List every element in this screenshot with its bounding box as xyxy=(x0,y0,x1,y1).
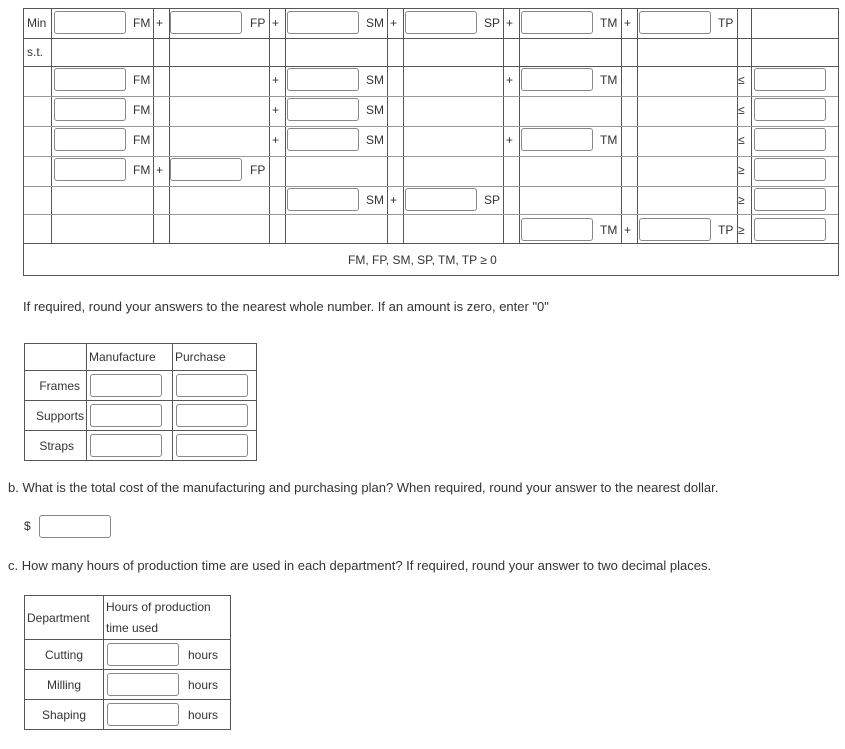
obj-sp-coef-input[interactable] xyxy=(405,11,477,34)
dollar-sign: $ xyxy=(24,519,31,533)
total-cost-input[interactable] xyxy=(39,515,111,538)
min-label: Min xyxy=(27,16,47,30)
c1-sm-label: SM xyxy=(366,73,384,87)
dept-cutting: Cutting xyxy=(25,640,104,670)
c6-rhs-input[interactable] xyxy=(754,218,826,241)
c5-operator: ≥ xyxy=(738,193,745,207)
cutting-hours-input[interactable] xyxy=(107,643,179,666)
c2-plus-1: + xyxy=(272,103,280,117)
c1-tm-label: TM xyxy=(600,73,618,87)
c3-tm-coef-input[interactable] xyxy=(521,128,593,151)
c1-tm-coef-input[interactable] xyxy=(521,68,593,91)
c4-rhs-input[interactable] xyxy=(754,158,826,181)
dept-milling: Milling xyxy=(25,670,104,700)
straps-manufacture-input[interactable] xyxy=(90,434,162,457)
row-label-frames: Frames xyxy=(25,371,87,401)
c3-sm-label: SM xyxy=(366,133,384,147)
obj-plus-3: + xyxy=(390,16,398,30)
plan-table-corner xyxy=(25,344,87,371)
obj-fp-coef-input[interactable] xyxy=(170,11,242,34)
c5-sp-label: SP xyxy=(484,193,501,207)
cutting-hours-unit: hours xyxy=(188,647,219,662)
c1-plus-2: + xyxy=(506,73,514,87)
row-label-supports: Supports xyxy=(25,401,87,431)
obj-tm-label: TM xyxy=(600,16,618,30)
obj-plus-5: + xyxy=(624,16,632,30)
c6-operator: ≥ xyxy=(738,223,745,237)
manufacture-purchase-table xyxy=(24,343,257,461)
frames-manufacture-input[interactable] xyxy=(90,374,162,397)
c3-sm-coef-input[interactable] xyxy=(287,128,359,151)
obj-tm-coef-input[interactable] xyxy=(521,11,593,34)
header-purchase: Purchase xyxy=(173,344,257,371)
row-label-straps: Straps xyxy=(25,431,87,461)
c1-plus-1: + xyxy=(272,73,280,87)
milling-hours-input[interactable] xyxy=(107,673,179,696)
c2-sm-coef-input[interactable] xyxy=(287,98,359,121)
obj-tp-coef-input[interactable] xyxy=(639,11,711,34)
c6-tm-coef-input[interactable] xyxy=(521,218,593,241)
c1-rhs-input[interactable] xyxy=(754,68,826,91)
c5-rhs-input[interactable] xyxy=(754,188,826,211)
frames-purchase-input[interactable] xyxy=(176,374,248,397)
c5-sm-coef-input[interactable] xyxy=(287,188,359,211)
c4-fp-coef-input[interactable] xyxy=(170,158,242,181)
milling-hours-unit: hours xyxy=(188,677,219,692)
rounding-instruction: If required, round your answers to the nearest whole number. If an amount is zero, enter "0" xyxy=(23,299,549,314)
c3-tm-label: TM xyxy=(600,133,618,147)
c3-fm-label: FM xyxy=(133,133,151,147)
question-b: b. What is the total cost of the manufacturing and purchasing plan? When required, round your answer to the nearest dollar. xyxy=(8,480,719,495)
c6-tp-coef-input[interactable] xyxy=(639,218,711,241)
c1-fm-label: FM xyxy=(133,73,151,87)
obj-tp-label: TP xyxy=(718,16,734,30)
question-c: c. How many hours of production time are used in each department? If required, round your answer to two decimal places. xyxy=(8,558,712,573)
c4-plus-1: + xyxy=(156,163,164,177)
obj-plus-4: + xyxy=(506,16,514,30)
c2-fm-label: FM xyxy=(133,103,151,117)
c4-operator: ≥ xyxy=(738,163,745,177)
c3-rhs-input[interactable] xyxy=(754,128,826,151)
obj-fm-label: FM xyxy=(133,16,151,30)
c5-plus-1: + xyxy=(390,193,398,207)
c2-rhs-input[interactable] xyxy=(754,98,826,121)
c1-fm-coef-input[interactable] xyxy=(54,68,126,91)
c4-fm-label: FM xyxy=(133,163,151,177)
c6-tp-label: TP xyxy=(718,223,734,237)
c5-sm-label: SM xyxy=(366,193,384,207)
header-manufacture: Manufacture xyxy=(87,344,173,371)
c2-fm-coef-input[interactable] xyxy=(54,98,126,121)
obj-sp-label: SP xyxy=(484,16,501,30)
shaping-hours-unit: hours xyxy=(188,707,219,722)
obj-sm-label: SM xyxy=(366,16,384,30)
dept-shaping: Shaping xyxy=(25,700,104,730)
c1-operator: ≤ xyxy=(738,73,745,87)
supports-manufacture-input[interactable] xyxy=(90,404,162,427)
c3-fm-coef-input[interactable] xyxy=(54,128,126,151)
c3-operator: ≤ xyxy=(738,133,745,147)
obj-sm-coef-input[interactable] xyxy=(287,11,359,34)
c1-sm-coef-input[interactable] xyxy=(287,68,359,91)
obj-plus-2: + xyxy=(272,16,280,30)
c6-tm-label: TM xyxy=(600,223,618,237)
department-hours-table xyxy=(24,595,231,730)
c3-plus-1: + xyxy=(272,133,280,147)
nonnegativity-constraint: FM, FP, SM, SP, TM, TP ≥ 0 xyxy=(348,253,497,267)
obj-fm-coef-input[interactable] xyxy=(54,11,126,34)
c5-sp-coef-input[interactable] xyxy=(405,188,477,211)
c2-sm-label: SM xyxy=(366,103,384,117)
obj-fp-label: FP xyxy=(250,16,266,30)
st-label: s.t. xyxy=(27,45,44,59)
header-hours-used: Hours of production time used xyxy=(104,596,231,640)
supports-purchase-input[interactable] xyxy=(176,404,248,427)
c6-plus-1: + xyxy=(624,223,632,237)
header-department: Department xyxy=(25,596,104,640)
obj-plus-1: + xyxy=(156,16,164,30)
shaping-hours-input[interactable] xyxy=(107,703,179,726)
c2-operator: ≤ xyxy=(738,103,745,117)
c3-plus-2: + xyxy=(506,133,514,147)
c4-fp-label: FP xyxy=(250,163,266,177)
c4-fm-coef-input[interactable] xyxy=(54,158,126,181)
straps-purchase-input[interactable] xyxy=(176,434,248,457)
